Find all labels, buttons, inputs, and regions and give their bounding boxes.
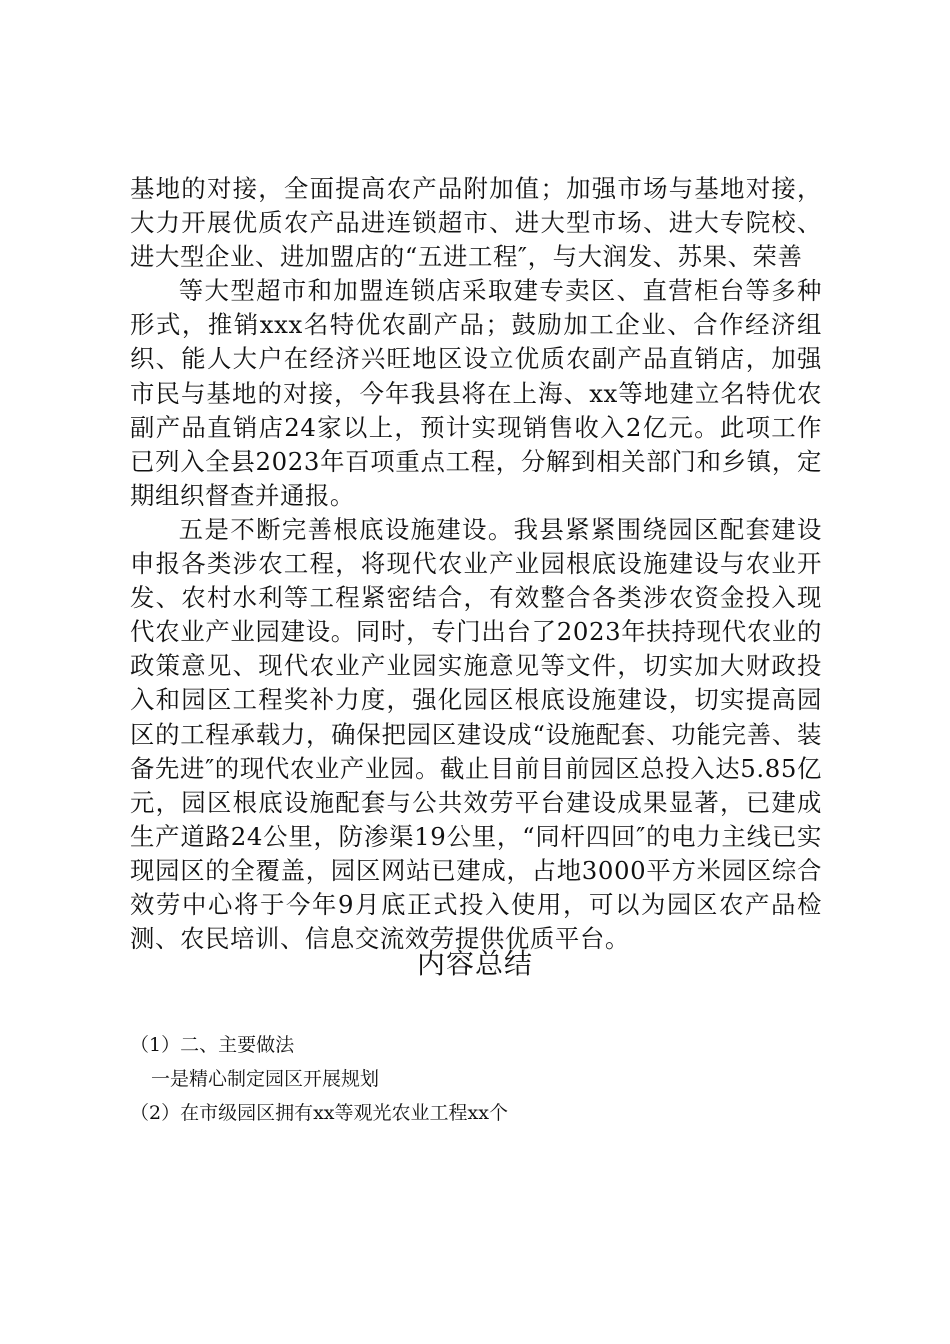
paragraph-continuation: 基地的对接，全面提高农产品附加值；加强市场与基地对接，大力开展优质农产品进连锁超市、进大型市场、进大专院校、进大型企业、进加盟店的“五进工程″，与大润发、苏果、荣善 <box>130 174 822 272</box>
paragraph-infrastructure: 五是不断完善根底设施建设。我县紧紧围绕园区配套建设申报各类涉农工程，将现代农业产业园根底设施建设与农业开发、农村水利等工程紧密结合，有效整合各类涉农资金投入现代农业产业园建设。同时，专门出台了2023年扶持现代农业的政策意见、现代农业产业园实施意见等文件，切实加大财政投入和园区工程奖补力度，强化园区根底设施建设，切实提高园区的工程承载力，确保把园区建设成“设施配套、功能完善、装备先进″的现代农业产业园。截止目前目前园区总投入达5.85亿元，园区根底设施配套与公共效劳平台建设成果显著，已建成生产道路24公里，防渗渠19公里，“同杆四回″的电力主线已实现园区的全覆盖，园区网站已建成，占地3000平方米园区综合效劳中心将于今年9月底正式投入使用，可以为园区农产品检测、农民培训、信息交流效劳提供优质平台。 <box>130 514 822 954</box>
summary-list <box>130 1028 822 1130</box>
paragraph-sales-channels: 等大型超市和加盟连锁店采取建专卖区、直营柜台等多种形式，推销xxx名特优农副产品；鼓励加工企业、合作经济组织、能人大户在经济兴旺地区设立优质农副产品直销店，加强市民与基地的对接，今年我县将在上海、xx等地建立名特优农副产品直销店24家以上，预计实现销售收入2亿元。此项工作已列入全县2023年百项重点工程，分解到相关部门和乡镇，定期组织督查并通报。 <box>130 276 822 510</box>
summary-title: 内容总结 <box>416 947 533 980</box>
summary-item: （1）二、主要做法 <box>130 1034 295 1056</box>
document-body <box>130 172 822 956</box>
summary-item: 一是精心制定园区开展规划 <box>151 1068 380 1090</box>
summary-item: （2）在市级园区拥有xx等观光农业工程xx个 <box>130 1102 508 1124</box>
